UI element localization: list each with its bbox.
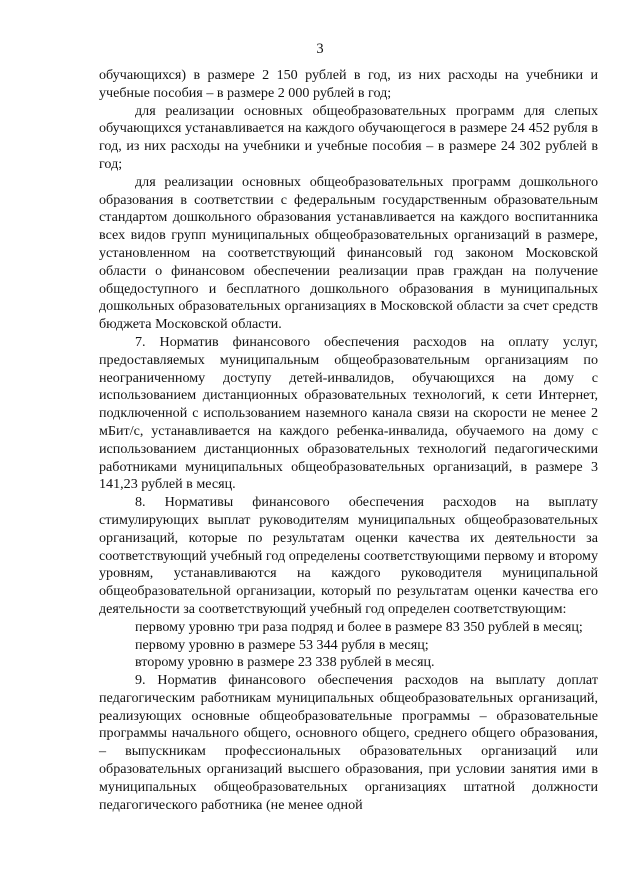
paragraph-level-first: первому уровню в размере 53 344 рубля в месяц; [135, 636, 429, 653]
paragraph-level-first-three-times: первому уровню три раза подряд и более в размере 83 350 рублей в месяц; [135, 618, 583, 635]
paragraph-item-9: 9. Норматив финансового обеспечения расходов на выплату доплат педагогическим работникам муниципальных общеобразовательных организаций, реализующих основные общеобразовательные программы – образовательные программы начального общего, основного общего, среднего общего образования, – выпускникам профессиональных образовательных организаций или образовательных организаций высшего образования, при условии занятия ими в муниципальных общеобразовательных организациях штатной должности педагогического работника (не менее одной [99, 672, 598, 813]
paragraph-item-7: 7. Норматив финансового обеспечения расходов на оплату услуг, предоставляемых муниципальным общеобразовательным организациям по неограниченному доступу детей-инвалидов, обучающихся на дому с использованием дистанционных образовательных технологий, к сети Интернет, подключенной с использованием наземного канала связи на скорости не менее 2 мБит/с, устанавливается на каждого ребенка-инвалида, обучаемого на дому с использованием дистанционных образовательных технологий педагогическими работниками муниципальных общеобразовательных организаций, в размере 3 141,23 рублей в месяц. [99, 333, 598, 493]
page-number: 3 [316, 41, 324, 57]
body-text [99, 67, 598, 814]
paragraph-blind-students: для реализации основных общеобразовательных программ для слепых обучающихся устанавливается на каждого обучающегося в размере 24 452 рубля в год, из них расходы на учебники и учебные пособия – в размере 24 302 рублей в год; [99, 102, 598, 172]
paragraph-preschool: для реализации основных общеобразовательных программ дошкольного образования в соответствии с федеральным государственным образовательным стандартом дошкольного образования устанавливается на каждого воспитанника всех видов групп муниципальных общеобразовательных организаций в размере, установленном на соответствующий финансовый год законом Московской области о финансовом обеспечении реализации прав граждан на получение общедоступного и бесплатного дошкольного образования в муниципальных дошкольных образовательных организациях в Московской области за счет средств бюджета Московской области. [99, 173, 598, 333]
paragraph-item-8: 8. Нормативы финансового обеспечения расходов на выплату стимулирующих выплат руководителям муниципальных общеобразовательных организаций, которые по результатам оценки качества их деятельности за соответствующий учебный год определены соответствующими первому и второму уровням, устанавливаются на каждого руководителя муниципальной общеобразовательной организации, который по результатам оценки качества его деятельности за соответствующий учебный год определен соответствующим: [99, 494, 598, 617]
paragraph-continuation: обучающихся) в размере 2 150 рублей в год, из них расходы на учебники и учебные пособия – в размере 2 000 рублей в год; [99, 67, 598, 101]
paragraph-level-second: второму уровню в размере 23 338 рублей в месяц. [135, 654, 435, 671]
